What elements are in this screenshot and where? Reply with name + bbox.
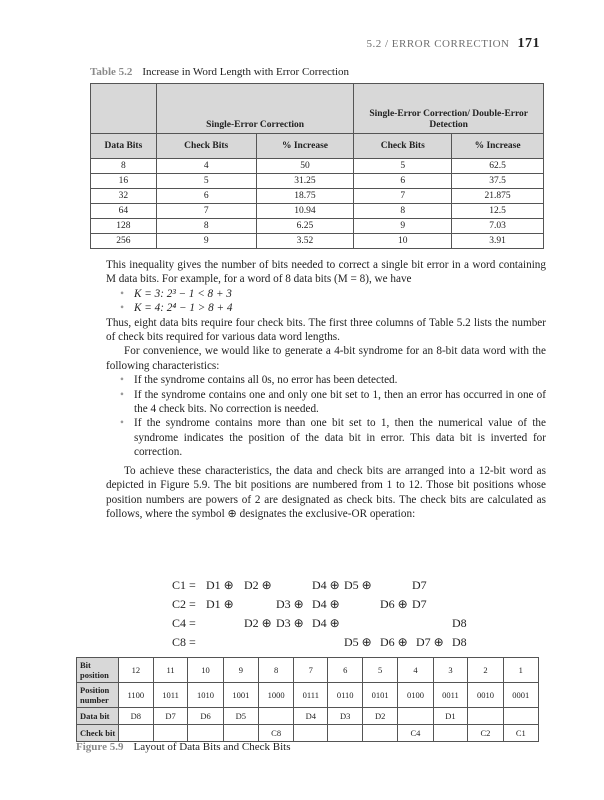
data-bit-cell: D5 <box>223 708 258 725</box>
data-bit-cell <box>258 708 293 725</box>
row-header-check-bit: Check bit <box>77 725 119 742</box>
table-row <box>91 204 544 219</box>
table-cell: 9 <box>354 219 452 234</box>
paragraph-arrangement: To achieve these characteristics, the data and check bits are arranged into a 12-bit word as depicted in Figure 5.9. The bit positions are numbered from 1 to 12. Those bit positions whose position numbers are powers of 2 are designated as check bits. The check bits are calculated as follows, where the symbol ⊕ designates the exclusive-OR operation: <box>106 464 546 520</box>
data-bit-cell: D2 <box>363 708 398 725</box>
figure-5-9-table <box>76 657 539 742</box>
table-cell: 31.25 <box>256 174 354 189</box>
table-cell: 10 <box>354 234 452 249</box>
check-bit-cell <box>188 725 223 742</box>
data-bit-cell: D1 <box>433 708 468 725</box>
table-cell: 6.25 <box>256 219 354 234</box>
table-cell: 8 <box>156 219 256 234</box>
data-bit-cell: D6 <box>188 708 223 725</box>
check-bit-cell: C1 <box>503 725 538 742</box>
table-label: Table 5.2 <box>90 66 133 78</box>
figure-title: Layout of Data Bits and Check Bits <box>133 741 291 753</box>
body-text-upper <box>106 258 546 521</box>
col-header-check-bits: Check Bits <box>156 134 256 159</box>
position-number-cell: 1000 <box>258 683 293 708</box>
paragraph-syndrome: For convenience, we would like to generate a 4-bit syndrome for an 8-bit data word with the following characteristics: <box>106 345 546 372</box>
position-number-cell: 0110 <box>328 683 363 708</box>
figure-label: Figure 5.9 <box>76 741 124 753</box>
check-bit-cell <box>363 725 398 742</box>
data-bit-cell: D3 <box>328 708 363 725</box>
position-number-cell: 0111 <box>294 683 328 708</box>
check-bit-cell <box>119 725 154 742</box>
data-bit-cell: D8 <box>119 708 154 725</box>
bullet-k3: • K = 3: 2³ − 1 < 8 + 3 <box>120 287 232 300</box>
table-cell: 64 <box>91 204 157 219</box>
row-header-data-bit: Data bit <box>77 708 119 725</box>
table-cell: 10.94 <box>256 204 354 219</box>
position-number-cell: 1001 <box>223 683 258 708</box>
bit-position-cell: 12 <box>119 658 154 683</box>
table-row <box>91 159 544 174</box>
data-bit-cell: D7 <box>153 708 188 725</box>
position-number-cell: 0011 <box>433 683 468 708</box>
bullet-one-bit: • If the syndrome contains one and only one bit set to 1, then an error has occurred in one of the 4 check bits. No correction is needed. <box>120 388 546 416</box>
table-cell: 32 <box>91 189 157 204</box>
table-cell: 3.91 <box>452 234 544 249</box>
figure-caption <box>76 741 291 753</box>
table-cell: 6 <box>156 189 256 204</box>
group-header-sec: Single-Error Correction <box>156 84 354 134</box>
bit-position-cell: 10 <box>188 658 223 683</box>
table-cell: 9 <box>156 234 256 249</box>
table-row <box>91 234 544 249</box>
col-header-increase: % Increase <box>256 134 354 159</box>
check-bit-cell: C8 <box>258 725 293 742</box>
table-cell: 21.875 <box>452 189 544 204</box>
bit-position-cell: 9 <box>223 658 258 683</box>
position-number-cell: 1011 <box>153 683 188 708</box>
table-cell: 7 <box>156 204 256 219</box>
check-bit-cell <box>223 725 258 742</box>
table-row <box>91 219 544 234</box>
table-cell: 5 <box>354 159 452 174</box>
table-cell: 8 <box>354 204 452 219</box>
bit-position-cell: 6 <box>328 658 363 683</box>
bit-position-cell: 7 <box>294 658 328 683</box>
bit-position-cell: 4 <box>398 658 433 683</box>
bullet-k4: • K = 4: 2⁴ − 1 > 8 + 4 <box>120 302 233 315</box>
data-bit-cell <box>503 708 538 725</box>
table-cell: 6 <box>354 174 452 189</box>
table-cell: 62.5 <box>452 159 544 174</box>
position-number-cell: 0010 <box>468 683 503 708</box>
data-bit-cell <box>468 708 503 725</box>
table-caption <box>90 66 349 78</box>
table-cell: 16 <box>91 174 157 189</box>
col-header-check-bits-2: Check Bits <box>354 134 452 159</box>
position-number-cell: 0100 <box>398 683 433 708</box>
table-cell: 3.52 <box>256 234 354 249</box>
bullet-more-bits: • If the syndrome contains more than one bit set to 1, then the numerical value of the syndrome indicates the position of the data bit in error. This data bit is inverted for correction. <box>120 417 546 459</box>
bit-position-cell: 11 <box>153 658 188 683</box>
table-cell: 256 <box>91 234 157 249</box>
bit-position-cell: 8 <box>258 658 293 683</box>
bit-position-cell: 1 <box>503 658 538 683</box>
data-bit-cell <box>398 708 433 725</box>
col-header-data-bits: Data Bits <box>91 134 157 159</box>
table-cell: 7 <box>354 189 452 204</box>
position-number-cell: 0001 <box>503 683 538 708</box>
bit-position-cell: 3 <box>433 658 468 683</box>
table-row <box>91 189 544 204</box>
bit-position-cell: 5 <box>363 658 398 683</box>
row-header-bit-position: Bit position <box>77 658 119 683</box>
table-cell: 37.5 <box>452 174 544 189</box>
group-header-secded: Single-Error Correction/ Double-Error Detection <box>354 84 544 134</box>
position-number-cell: 0101 <box>363 683 398 708</box>
table-cell: 128 <box>91 219 157 234</box>
table-cell: 50 <box>256 159 354 174</box>
check-bit-cell: C2 <box>468 725 503 742</box>
table-cell: 5 <box>156 174 256 189</box>
table-cell: 18.75 <box>256 189 354 204</box>
row-header-position-number: Position number <box>77 683 119 708</box>
table-row <box>91 174 544 189</box>
bullet-all-zeros: • If the syndrome contains all 0s, no error has been detected. <box>120 374 398 387</box>
position-number-cell: 1100 <box>119 683 154 708</box>
group-header-blank <box>91 84 157 134</box>
check-bit-cell <box>328 725 363 742</box>
col-header-increase-2: % Increase <box>452 134 544 159</box>
check-bit-cell <box>153 725 188 742</box>
page-number: 171 <box>517 36 540 51</box>
check-bit-cell: C4 <box>398 725 433 742</box>
paragraph-check-bits: Thus, eight data bits require four check bits. The first three columns of Table 5.2 lists the number of check bits required for various data word lengths. <box>106 316 546 344</box>
table-cell: 12.5 <box>452 204 544 219</box>
running-head <box>366 36 540 52</box>
check-bit-cell <box>294 725 328 742</box>
table-cell: 7.03 <box>452 219 544 234</box>
bit-position-cell: 2 <box>468 658 503 683</box>
position-number-cell: 1010 <box>188 683 223 708</box>
data-bit-cell: D4 <box>294 708 328 725</box>
table-title: Increase in Word Length with Error Correction <box>142 66 350 78</box>
table-5-2 <box>90 83 544 249</box>
section-title: 5.2 / ERROR CORRECTION <box>366 38 510 50</box>
check-bit-cell <box>433 725 468 742</box>
table-cell: 8 <box>91 159 157 174</box>
table-cell: 4 <box>156 159 256 174</box>
paragraph-inequality: This inequality gives the number of bits needed to correct a single bit error in a word containing M data bits. For example, for a word of 8 data bits (M = 8), we have <box>106 259 546 286</box>
